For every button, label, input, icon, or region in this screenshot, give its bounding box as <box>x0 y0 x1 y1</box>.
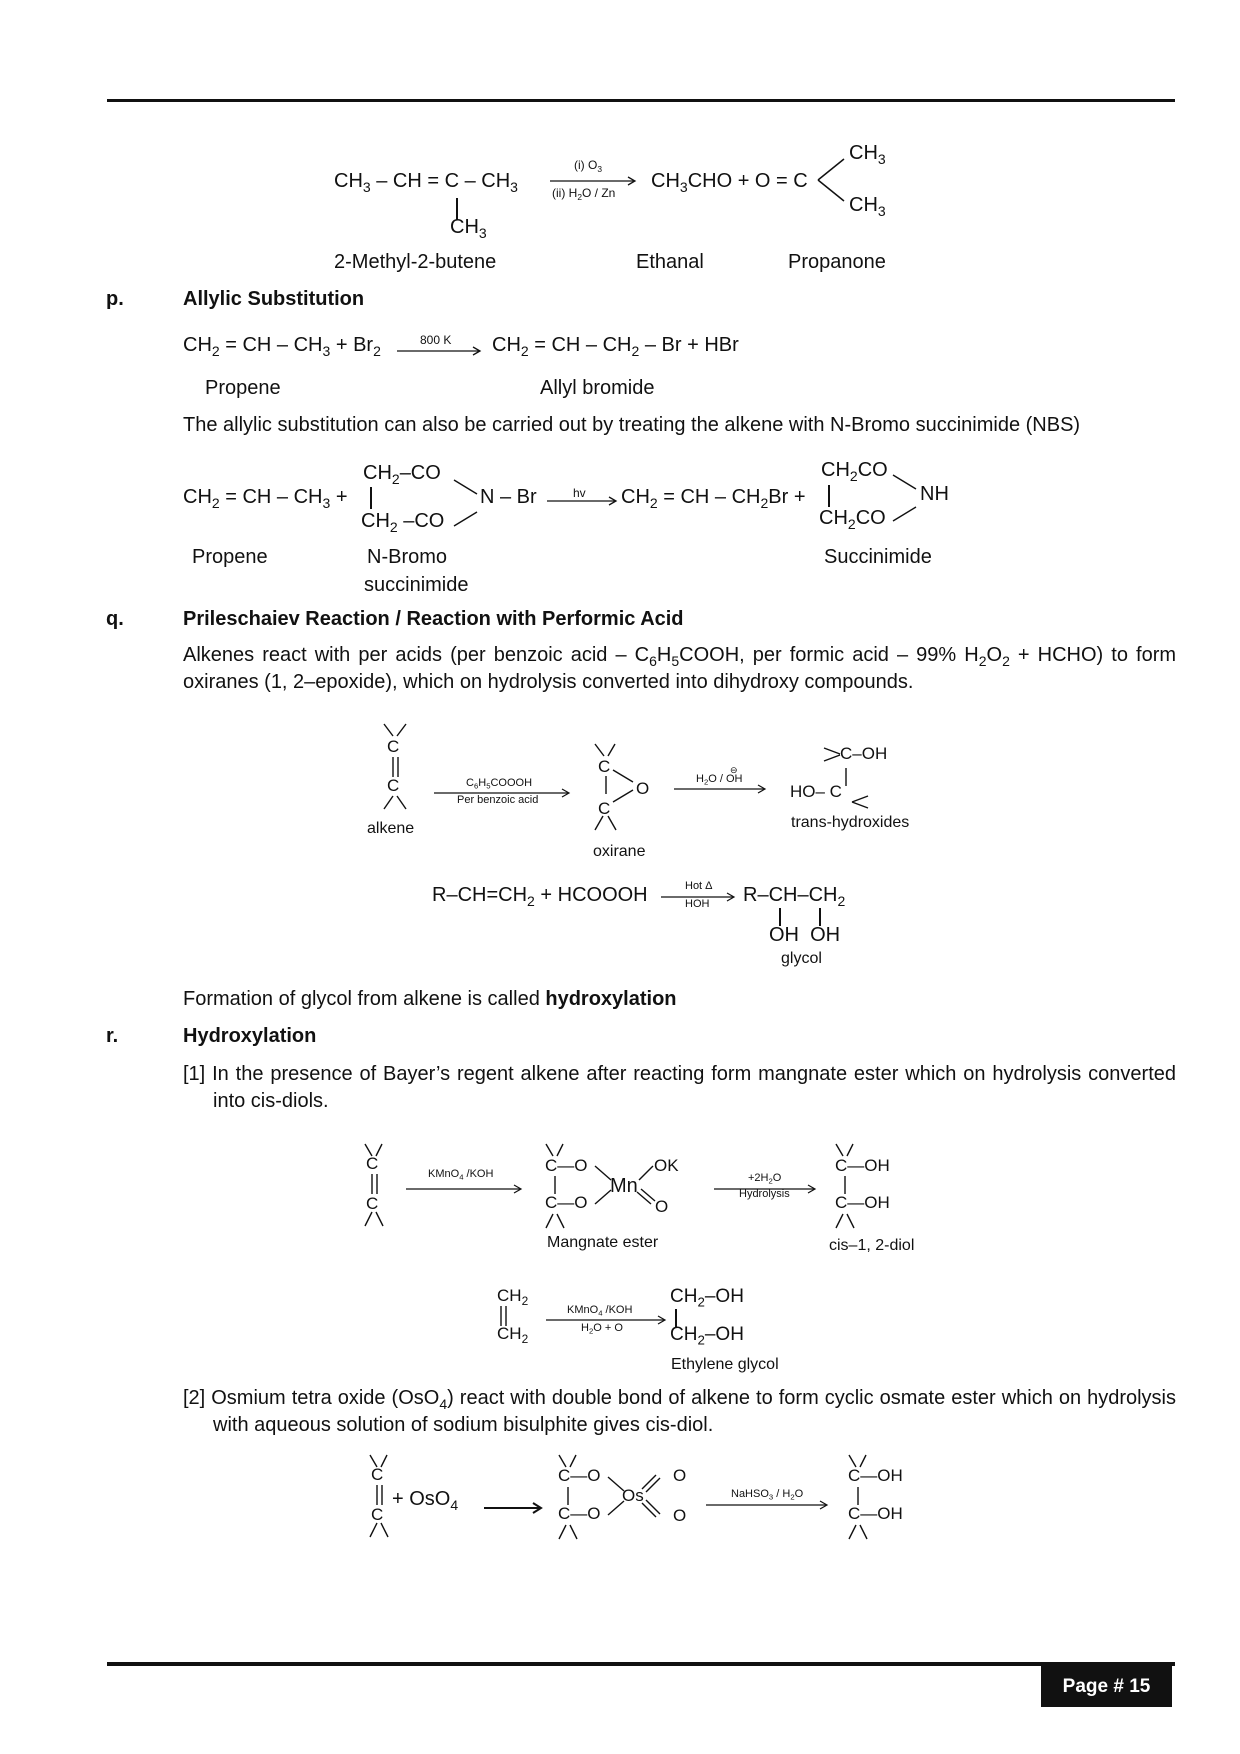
alkene-c-top: C <box>371 1465 384 1484</box>
label-propanone: Propanone <box>788 251 886 273</box>
performic-condition-bottom: HOH <box>685 898 710 910</box>
oxirane-oxygen: O <box>636 779 650 798</box>
osmate-c-o-top: C—O <box>558 1466 601 1485</box>
hydrolysis-condition: $H_2O$ / OH <box>696 773 743 787</box>
ring-bonds <box>454 478 480 530</box>
label-glycol: glycol <box>781 950 822 967</box>
page-number: Page # 15 <box>1041 1666 1172 1707</box>
hydroxide-sup: ⊖ <box>730 765 738 775</box>
nahso3-condition: NaHSO$_3$ / $H_2O$ <box>731 1488 804 1502</box>
hydroxylation-summary: Formation of glycol from alkene is called hydroxylation <box>183 988 677 1010</box>
succinimide-top: $CH_2CO$ <box>821 459 888 484</box>
reaction-arrow <box>674 784 768 794</box>
nbs-eq-left: $CH_2$ = CH – $CH_3$ + <box>183 486 348 511</box>
nbs-condition: hv <box>573 486 586 500</box>
alkene-c-top: C <box>387 737 400 756</box>
reaction-arrow <box>706 1500 830 1510</box>
alkene-c-bottom: C <box>366 1194 379 1213</box>
ozonolysis-condition-top: (i) $O_3$ <box>574 158 602 174</box>
alkene-structure <box>380 722 410 812</box>
ozonolysis-product: $CH_3CHO + O = C$ <box>651 170 808 195</box>
label-ethanal: Ethanal <box>636 251 704 273</box>
ozonolysis-reactant: $CH_3$ – CH = C – $CH_3$ <box>334 170 518 195</box>
succinimide-nh: NH <box>920 483 949 505</box>
glycol-top: $CH_2-OH$ <box>670 1286 744 1310</box>
branch-bonds <box>818 155 848 205</box>
propanone-ch3-bottom: $CH_3$ <box>849 194 886 219</box>
section-title-allylic: Allylic Substitution <box>183 288 365 310</box>
label-oxirane: oxirane <box>593 843 646 860</box>
ethene-bottom: $CH_2$ <box>497 1324 529 1347</box>
label-succinimide: Succinimide <box>824 546 932 568</box>
bond-line <box>370 487 372 509</box>
nbs-nitrogen: N – Br <box>480 486 537 508</box>
alkene-c-bottom: C <box>387 776 400 795</box>
alkene-c-bottom: C <box>371 1505 384 1524</box>
ester-ok: OK <box>654 1156 679 1175</box>
label-alkene: alkene <box>367 820 415 837</box>
osmate-oxo-top: O <box>673 1466 687 1485</box>
label-n-bromo: N-Bromo <box>367 546 448 568</box>
prileschaiev-text: Alkenes react with per acids (per benzoic acid – $C_6H_5COOH$, per formic acid – 99% $H_2O_2$ + HCHO) to form oxiranes (1, 2–epoxide), which on hydrolysis converted into dihydroxy compounds. <box>183 644 1177 693</box>
reaction-arrow <box>547 496 619 506</box>
nbs-top: $CH_2-CO$ <box>363 462 441 487</box>
succinimide-bottom: $CH_2CO$ <box>819 507 886 532</box>
manganese: Mn <box>610 1175 638 1197</box>
plus-oso4: + OsO$_4$ <box>392 1488 459 1513</box>
kmno4-condition: KMnO$_4$ /KOH <box>428 1168 494 1182</box>
osmium-text: [2] Osmium tetra oxide (OsO$_4$) react with double bond of alkene to form cyclic osmate ester which on hydrolysis with aqueous solution of sodium bisulphite gives cis-diol. <box>183 1387 1177 1436</box>
ester-oxo: O <box>655 1197 669 1216</box>
label-ethylene-glycol: Ethylene glycol <box>671 1356 779 1373</box>
cis-diol-top: C—OH <box>848 1466 903 1485</box>
propanone-ch3-top: $CH_3$ <box>849 142 886 167</box>
hydrolysis-condition-bottom: Hydrolysis <box>739 1188 790 1200</box>
osmium: Os <box>622 1486 644 1505</box>
allylic-condition: 800 K <box>420 333 452 347</box>
label-2-methyl-2-butene: 2-Methyl-2-butene <box>334 251 497 273</box>
cis-diol-top: C—OH <box>835 1156 890 1175</box>
label-cis-diol: cis–1, 2-diol <box>829 1237 915 1254</box>
header-rule <box>107 99 1175 102</box>
osmate-c-o-bottom: C—O <box>558 1504 601 1523</box>
performic-left: $R-CH=CH_2$ + HCOOOH <box>432 884 648 909</box>
ozonolysis-branch: $CH_3$ <box>450 216 487 241</box>
reaction-arrow <box>397 346 483 356</box>
label-allyl-bromide: Allyl bromide <box>540 377 655 399</box>
nbs-bottom: $CH_2$ –CO <box>361 510 445 535</box>
ethene-top: $CH_2$ <box>497 1286 529 1309</box>
kmno4-condition-bottom: $H_2O + O$ <box>581 1322 623 1336</box>
alkene-c-top: C <box>366 1154 379 1173</box>
section-title-hydroxylation: Hydroxylation <box>183 1025 317 1047</box>
label-trans-hydroxides: trans-hydroxides <box>791 814 910 831</box>
section-marker-r: r. <box>106 1025 119 1047</box>
bond-line <box>828 485 830 507</box>
label-succinimide-nbs: succinimide <box>364 574 469 596</box>
cis-diol-bottom: C—OH <box>848 1504 903 1523</box>
label-propene: Propene <box>205 377 281 399</box>
osmate-oxo-bottom: O <box>673 1506 687 1525</box>
oxirane-c-top: C <box>598 757 611 776</box>
reaction-arrow <box>484 1502 544 1514</box>
allylic-eq-right: $CH_2$ = CH – $CH_2$ – Br + HBr <box>492 334 739 359</box>
hydrolysis-condition-top: $+2H_2O$ <box>748 1172 782 1186</box>
perbenzoic-label: Per benzoic acid <box>457 794 539 806</box>
section-title-prileschaiev: Prileschaiev Reaction / Reaction with Performic Acid <box>183 608 684 630</box>
ester-c-o-top: C—O <box>545 1156 588 1175</box>
label-mangnate-ester: Mangnate ester <box>547 1234 659 1251</box>
cis-diol-bottom: C—OH <box>835 1193 890 1212</box>
kmno4-condition-top: KMnO$_4$ /KOH <box>567 1304 633 1318</box>
section-marker-q: q. <box>106 608 124 630</box>
label-propene-2: Propene <box>192 546 268 568</box>
nbs-eq-right: $CH_2$ = CH – $CH_2Br$ + <box>621 486 806 511</box>
performic-right: $R-CH-CH_2$ <box>743 884 846 909</box>
section-marker-p: p. <box>106 288 124 310</box>
oxirane-c-bottom: C <box>598 799 611 818</box>
glycol-oh: OH OH <box>769 924 841 946</box>
reaction-arrow <box>406 1184 524 1194</box>
ozonolysis-condition-bottom: (ii) $H_2O$ / Zn <box>552 186 616 202</box>
nbs-text: The allylic substitution can also be carried out by treating the alkene with N-Bromo succinimide (NBS) <box>183 414 1081 436</box>
ring-bonds <box>893 473 919 525</box>
trans-diol-bottom: HO– C <box>790 782 842 801</box>
bayer-text: [1] In the presence of Bayer’s regent alkene after reacting form mangnate ester which on hydrolysis converted into cis-diols. <box>183 1063 1176 1112</box>
perbenzoic-condition: $C_6H_5COOOH$ <box>466 777 533 791</box>
glycol-bottom: $CH_2-OH$ <box>670 1324 744 1348</box>
reaction-arrow <box>550 176 638 186</box>
trans-diol-top: C–OH <box>840 744 888 763</box>
footer-rule <box>107 1662 1175 1666</box>
performic-condition-top: Hot Δ <box>685 880 713 892</box>
allylic-eq-left: $CH_2$ = CH – $CH_3 + Br_2$ <box>183 334 381 359</box>
ester-c-o-bottom: C—O <box>545 1193 588 1212</box>
